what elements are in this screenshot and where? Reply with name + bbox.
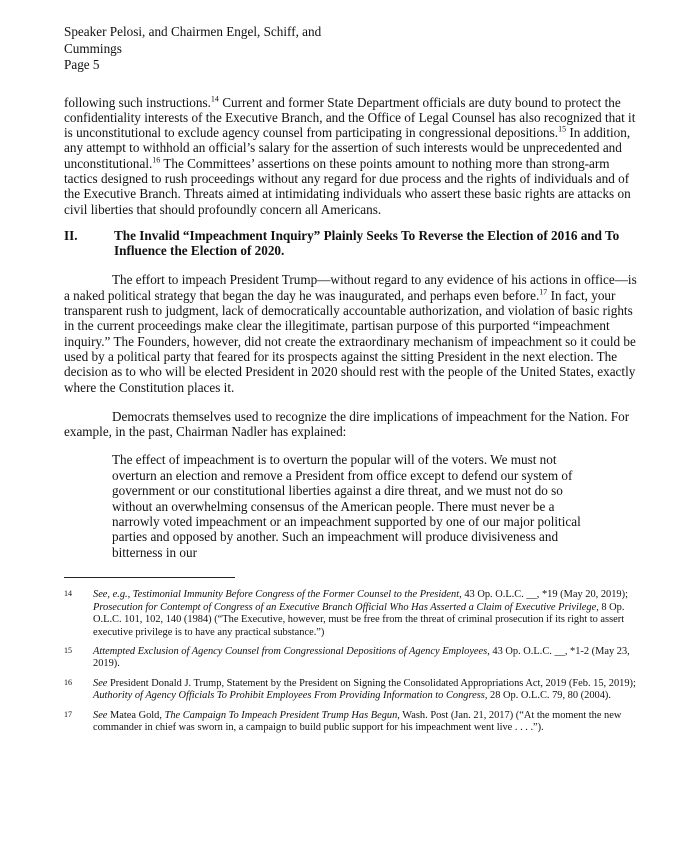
footnote-divider [64, 577, 235, 578]
paragraph-3: Democrats themselves used to recognize the dire implications of impeachment for the Nation. For example, in the past, Chairman Nadler has explained: [64, 408, 630, 440]
footnote-ref-15: 15 [558, 124, 567, 134]
footnote-15: 15 Attempted Exclusion of Agency Counsel from Congressional Depositions of Agency Employees, 43 Op. O.L.C. __, *1-2 (May 23, 2019). [64, 645, 630, 670]
header-recipients-cont: Cummings [64, 40, 122, 56]
section-heading [64, 228, 642, 259]
block-quote: The effect of impeachment is to overturn the popular will of the voters. We must not overturn an election and remove a President from office except to defend our system of government or our constitutional liberties against a dire threat, and we must not do so without an overwhelming consensus of the American people. There must never be a narrowly voted impeachment or an impeachment supported by one of our major political parties and opposed by another. Such an impeachment will produce divisiveness and bitterness in our [112, 452, 581, 560]
page-number: Page 5 [64, 57, 100, 72]
footnotes [64, 589, 642, 734]
footnote-17: 17 See Matea Gold, The Campaign To Impeach President Trump Has Begun, Wash. Post (Jan. 21, 2017) (“At the moment the new commander in chief was sworn in, a campaign to build public support for his impeachment went live . . . .”). [64, 709, 622, 733]
header-recipients: Speaker Pelosi, and Chairmen Engel, Schiff, and [64, 24, 322, 39]
paragraph-2: The effort to impeach President Trump—without regard to any evidence of his actions in office—is a naked political strategy that began the day he was inaugurated, and perhaps even before.$^{17}$ In fact, your transparent rush to judgment, lack of democratically accountable authorization, and violation of basic rights in the current proceedings make clear the illegitimate, partisan purpose of this purported “impeachment inquiry.” The Founders, however, did not create the extraordinary mechanism of impeachment so it could be used by a political party that feared for its prospects against the sitting President in the next election. The decision as to who will be elected President in 2020 should rest with the people of the United States, exactly where the Constitution places it. [64, 272, 637, 395]
section-title: The Invalid “Impeachment Inquiry” Plainly Seeks To Reverse the Election of 2016 and To Influence the Election of 2020. [114, 227, 620, 259]
footnote-ref-16: 16 [152, 155, 161, 165]
footnote-ref-17: 17 [539, 287, 548, 297]
footnote-ref-14: 14 [210, 94, 219, 104]
footnote-16: 16 See President Donald J. Trump, Statement by the President on Signing the Consolidated Appropriations Act, 2019 (Feb. 15, 2019); Authority of Agency Officials To Prohibit Employees From Providing Information to Congress, 28 Op. O.L.C. 79, 80 (2004). [64, 677, 636, 702]
paragraph-1: following such instructions.$^{14}$ Current and former State Department officials are duty bound to protect the confidentiality interests of the Executive Branch, and the Office of Legal Counsel has also recognized that it is unconstitutional to exclude agency counsel from participating in congressional depositions.$^{15}$ In addition, any attempt to withhold an official’s salary for the assertion of such interests would be unprecedented and unconstitutional.$^{16}$ The Committees’ assertions on these points amount to nothing more than strong-arm tactics designed to rush proceedings without any regard for due process and the rights of individuals and of the Executive Branch. Threats aimed at intimidating individuals who assert these basic rights are attacks on civil liberties that should profoundly concern all Americans. [64, 94, 636, 217]
letter-header [64, 24, 642, 74]
section-number: II. [64, 227, 78, 243]
footnote-14: 14 See, e.g., Testimonial Immunity Before Congress of the Former Counsel to the President, 43 Op. O.L.C. __, *19 (May 20, 2019); Prosecution for Contempt of Congress of an Executive Branch Official Who Has Asserted a Claim of Executive Privilege, 8 Op. O.L.C. 101, 102, 140 (1984) (“The Executive, however, must be free from the threat of criminal prosecution if its right to assert executive privilege is to have any practical substance.”) [64, 589, 628, 638]
